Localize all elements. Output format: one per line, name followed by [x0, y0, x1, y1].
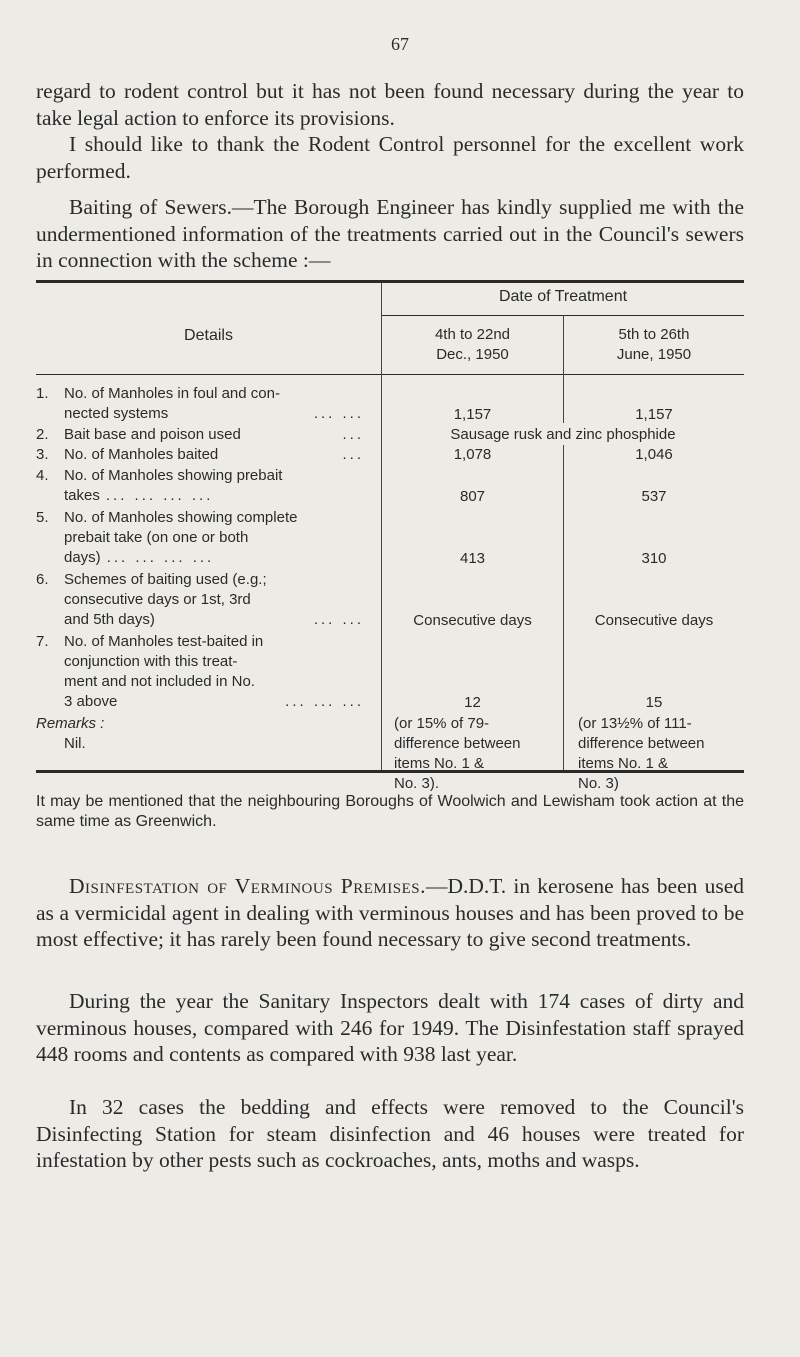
col1-header-line-2: Dec., 1950 [436, 346, 509, 363]
note-line: No. 3). [394, 775, 440, 792]
row-text-line-wrap [64, 548, 374, 568]
row-text-line: nected systems [64, 405, 169, 422]
leader-dots: ... ... ... [285, 693, 364, 710]
col1-header [382, 325, 563, 365]
table-row-3-col1: 1,078 [453, 446, 492, 463]
row-text-line: conjunction with this treat- [64, 653, 238, 670]
note-line: items No. 1 & [578, 755, 669, 772]
table-row-5-col1: 413 [459, 550, 486, 567]
row-text-line: consecutive days or 1st, 3rd [64, 591, 251, 608]
row-number: 1. [36, 385, 49, 402]
row-text-line-wrap [64, 610, 374, 630]
table-top-rule [36, 280, 744, 283]
disinfestation-heading: Disinfestation of Verminous Premises. [69, 874, 426, 898]
row-text-line: 3 above [64, 693, 118, 710]
table-row-6-col1: Consecutive days [413, 612, 532, 629]
remarks-label: Remarks : [36, 715, 105, 732]
table-row-7-col2: 15 [645, 694, 663, 711]
row-text-line: No. of Manholes baited [64, 446, 219, 463]
disinfestation-paragraph-1 [36, 873, 744, 953]
row-number: 7. [36, 633, 49, 650]
leader-dots: ... ... ... ... [106, 549, 215, 566]
table-row-1-col1: 1,157 [453, 406, 492, 423]
intro-paragraph-1: regard to rodent control but it has not been found necessary during the year to take legal action to enforce its provisions. [36, 79, 744, 130]
table-row-2-span: Sausage rusk and zinc phosphide [450, 426, 676, 443]
row-text-line: and 5th days) [64, 611, 155, 628]
row-text-line-wrap [64, 486, 374, 506]
table-row-6-col2: Consecutive days [594, 612, 714, 629]
intro-paragraph-3: Baiting of Sewers.—The Borough Engineer has kindly supplied me with the undermentioned information of the treatments carried out in the Council's sewers in connection with the scheme :— [36, 195, 744, 272]
col2-header-line-2: June, 1950 [616, 346, 692, 363]
disinfestation-paragraph-1-text: —D.D.T. in kerosene has been used as a vermicidal agent in dealing with verminous houses and has been proved to be most effective; it has rarely been found necessary to give second treatments. [36, 874, 744, 951]
disinfestation-paragraph-3: In 32 cases the bedding and effects were removed to the Council's Disinfecting Station for steam disinfection and 46 houses were treated for infestation by other pests such as cockroaches, ants, moths and wasps. [36, 1095, 744, 1172]
disinfestation-paragraph-2: During the year the Sanitary Inspectors dealt with 174 cases of dirty and verminous houses, compared with 246 for 1949. The Disinfestation staff sprayed 448 rooms and contents as compared with 938 last year. [36, 989, 744, 1066]
row-text-line: ment and not included in No. [64, 673, 255, 690]
table-subheader-rule [36, 374, 744, 375]
row-text-line: No. of Manholes showing complete [64, 509, 298, 526]
table-row-7-col1: 12 [464, 694, 481, 711]
row-text-line: prebait take (on one or both [64, 529, 249, 546]
leader-dots: ... [342, 446, 364, 463]
table-row-4-col1: 807 [459, 488, 486, 505]
row-text-line: Schemes of baiting used (e.g.; [64, 571, 267, 588]
leader-dots: ... ... [313, 611, 364, 628]
row-text-line: No. of Manholes in foul and con- [64, 385, 280, 402]
page-number: 67 [391, 34, 409, 54]
leader-dots: ... [342, 426, 364, 443]
row-text-line-wrap [64, 404, 374, 424]
row-text-line: No. of Manholes test-baited in [64, 633, 264, 650]
leader-dots: ... ... ... ... [105, 487, 214, 504]
leader-dots: ... ... [313, 405, 364, 422]
row-text-line: Bait base and poison used [64, 426, 241, 443]
col1-header-line-1: 4th to 22nd [434, 326, 511, 343]
row-number: 2. [36, 426, 49, 443]
row-number: 3. [36, 446, 49, 463]
row-number: 5. [36, 509, 49, 526]
remarks-value: Nil. [64, 735, 86, 752]
col2-header-line-1: 5th to 26th [618, 326, 690, 343]
note-line: difference between [578, 735, 705, 752]
note-line: (or 15% of 79- [394, 715, 490, 732]
details-header: Details [184, 327, 233, 344]
col2-header [564, 325, 744, 365]
intro-paragraph-2: I should like to thank the Rodent Control personnel for the excellent work performed. [36, 132, 744, 183]
note-line: difference between [394, 735, 521, 752]
table-row-3-col2: 1,046 [635, 446, 673, 463]
row-number: 6. [36, 571, 49, 588]
note-line: items No. 1 & [394, 755, 485, 772]
row-text-line: takes [64, 487, 100, 504]
row-number: 4. [36, 467, 49, 484]
note-line: (or 13½% of 111- [578, 715, 692, 732]
table-row-1-col2: 1,157 [635, 406, 673, 423]
table-row-4-col2: 537 [641, 488, 667, 505]
table-footnote: It may be mentioned that the neighbouring Boroughs of Woolwich and Lewisham took action at the same time as Greenwich. [36, 793, 744, 830]
note-line: No. 3) [578, 775, 619, 792]
row-text-line-wrap [64, 692, 374, 712]
table-row-5-col2: 310 [641, 550, 667, 567]
date-of-treatment-header: Date of Treatment [498, 288, 628, 305]
row-text-line: No. of Manholes showing prebait [64, 467, 283, 484]
row-text-line: days) [64, 549, 101, 566]
col1-remarks-note [394, 714, 559, 794]
col2-remarks-note [578, 714, 743, 794]
